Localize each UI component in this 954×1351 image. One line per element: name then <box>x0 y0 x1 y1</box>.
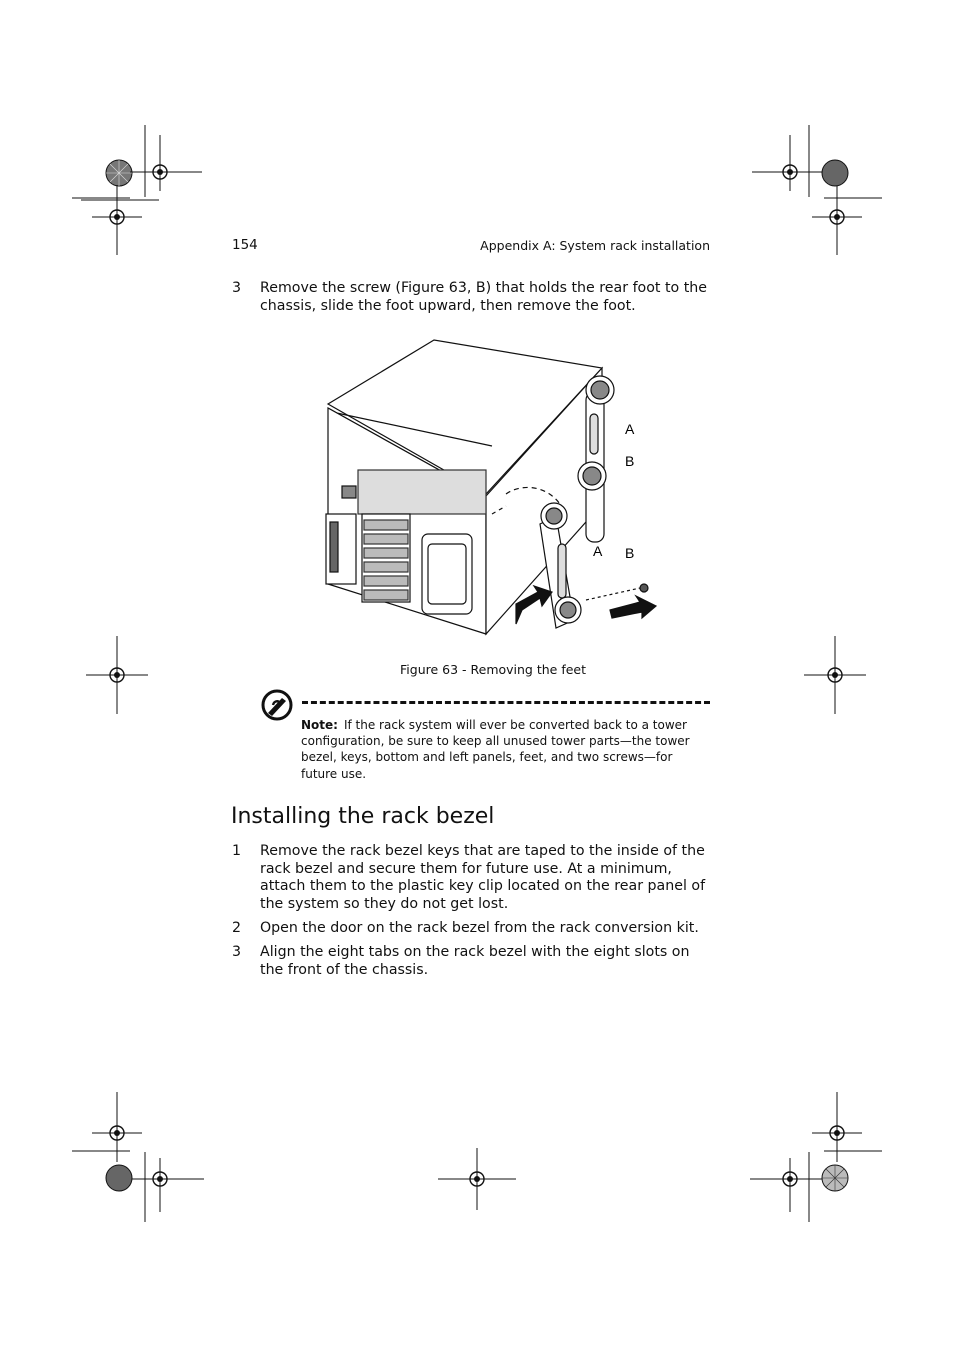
crop-mark-icon <box>750 1092 882 1224</box>
step-number: 3 <box>232 280 242 296</box>
registration-mark-icon <box>86 636 148 714</box>
note-label: Note: <box>301 718 338 732</box>
list-item <box>232 280 712 315</box>
running-head: Appendix A: System rack installation <box>480 238 710 253</box>
server-chassis-figure <box>310 334 662 640</box>
list-item <box>232 920 712 938</box>
figure-label-a: A <box>593 543 603 559</box>
figure-caption: Figure 63 - Removing the feet <box>400 662 587 677</box>
crop-mark-icon <box>752 125 882 257</box>
crop-mark-icon <box>72 125 202 257</box>
figure-label-b: B <box>625 453 635 469</box>
page-number: 154 <box>232 237 258 253</box>
crop-mark-icon <box>72 1092 204 1224</box>
registration-mark-icon <box>438 1148 516 1210</box>
step-text: Remove the screw (Figure 63, B) that holds the rear foot to the chassis, slide the foot upward, then remove the foot. <box>260 280 708 314</box>
note-body: If the rack system will ever be converted back to a tower configuration, be sure to keep all unused tower parts—the tower bezel, keys, bottom and left panels, feet, and two screws—for future use. <box>301 718 690 781</box>
note-divider <box>302 701 710 704</box>
step-text: Remove the rack bezel keys that are taped to the inside of the rack bezel and secure them for future use. At a minimum, attach them to the plastic key clip located on the rear panel of the system so they do not get lost. <box>260 843 706 912</box>
list-item <box>232 944 712 979</box>
note-text-block <box>301 717 711 782</box>
step-text: Align the eight tabs on the rack bezel with the eight slots on the front of the chassis. <box>260 944 690 978</box>
step-number: 1 <box>232 843 242 859</box>
list-item <box>232 843 712 913</box>
figure-label-a: A <box>625 421 635 437</box>
step-number: 2 <box>232 920 242 936</box>
note-pencil-icon <box>260 688 294 722</box>
section-title: Installing the rack bezel <box>231 804 495 829</box>
step-number: 3 <box>232 944 242 960</box>
figure-label-b: B <box>625 545 635 561</box>
step-text: Open the door on the rack bezel from the rack conversion kit. <box>260 920 699 936</box>
registration-mark-icon <box>804 636 866 714</box>
